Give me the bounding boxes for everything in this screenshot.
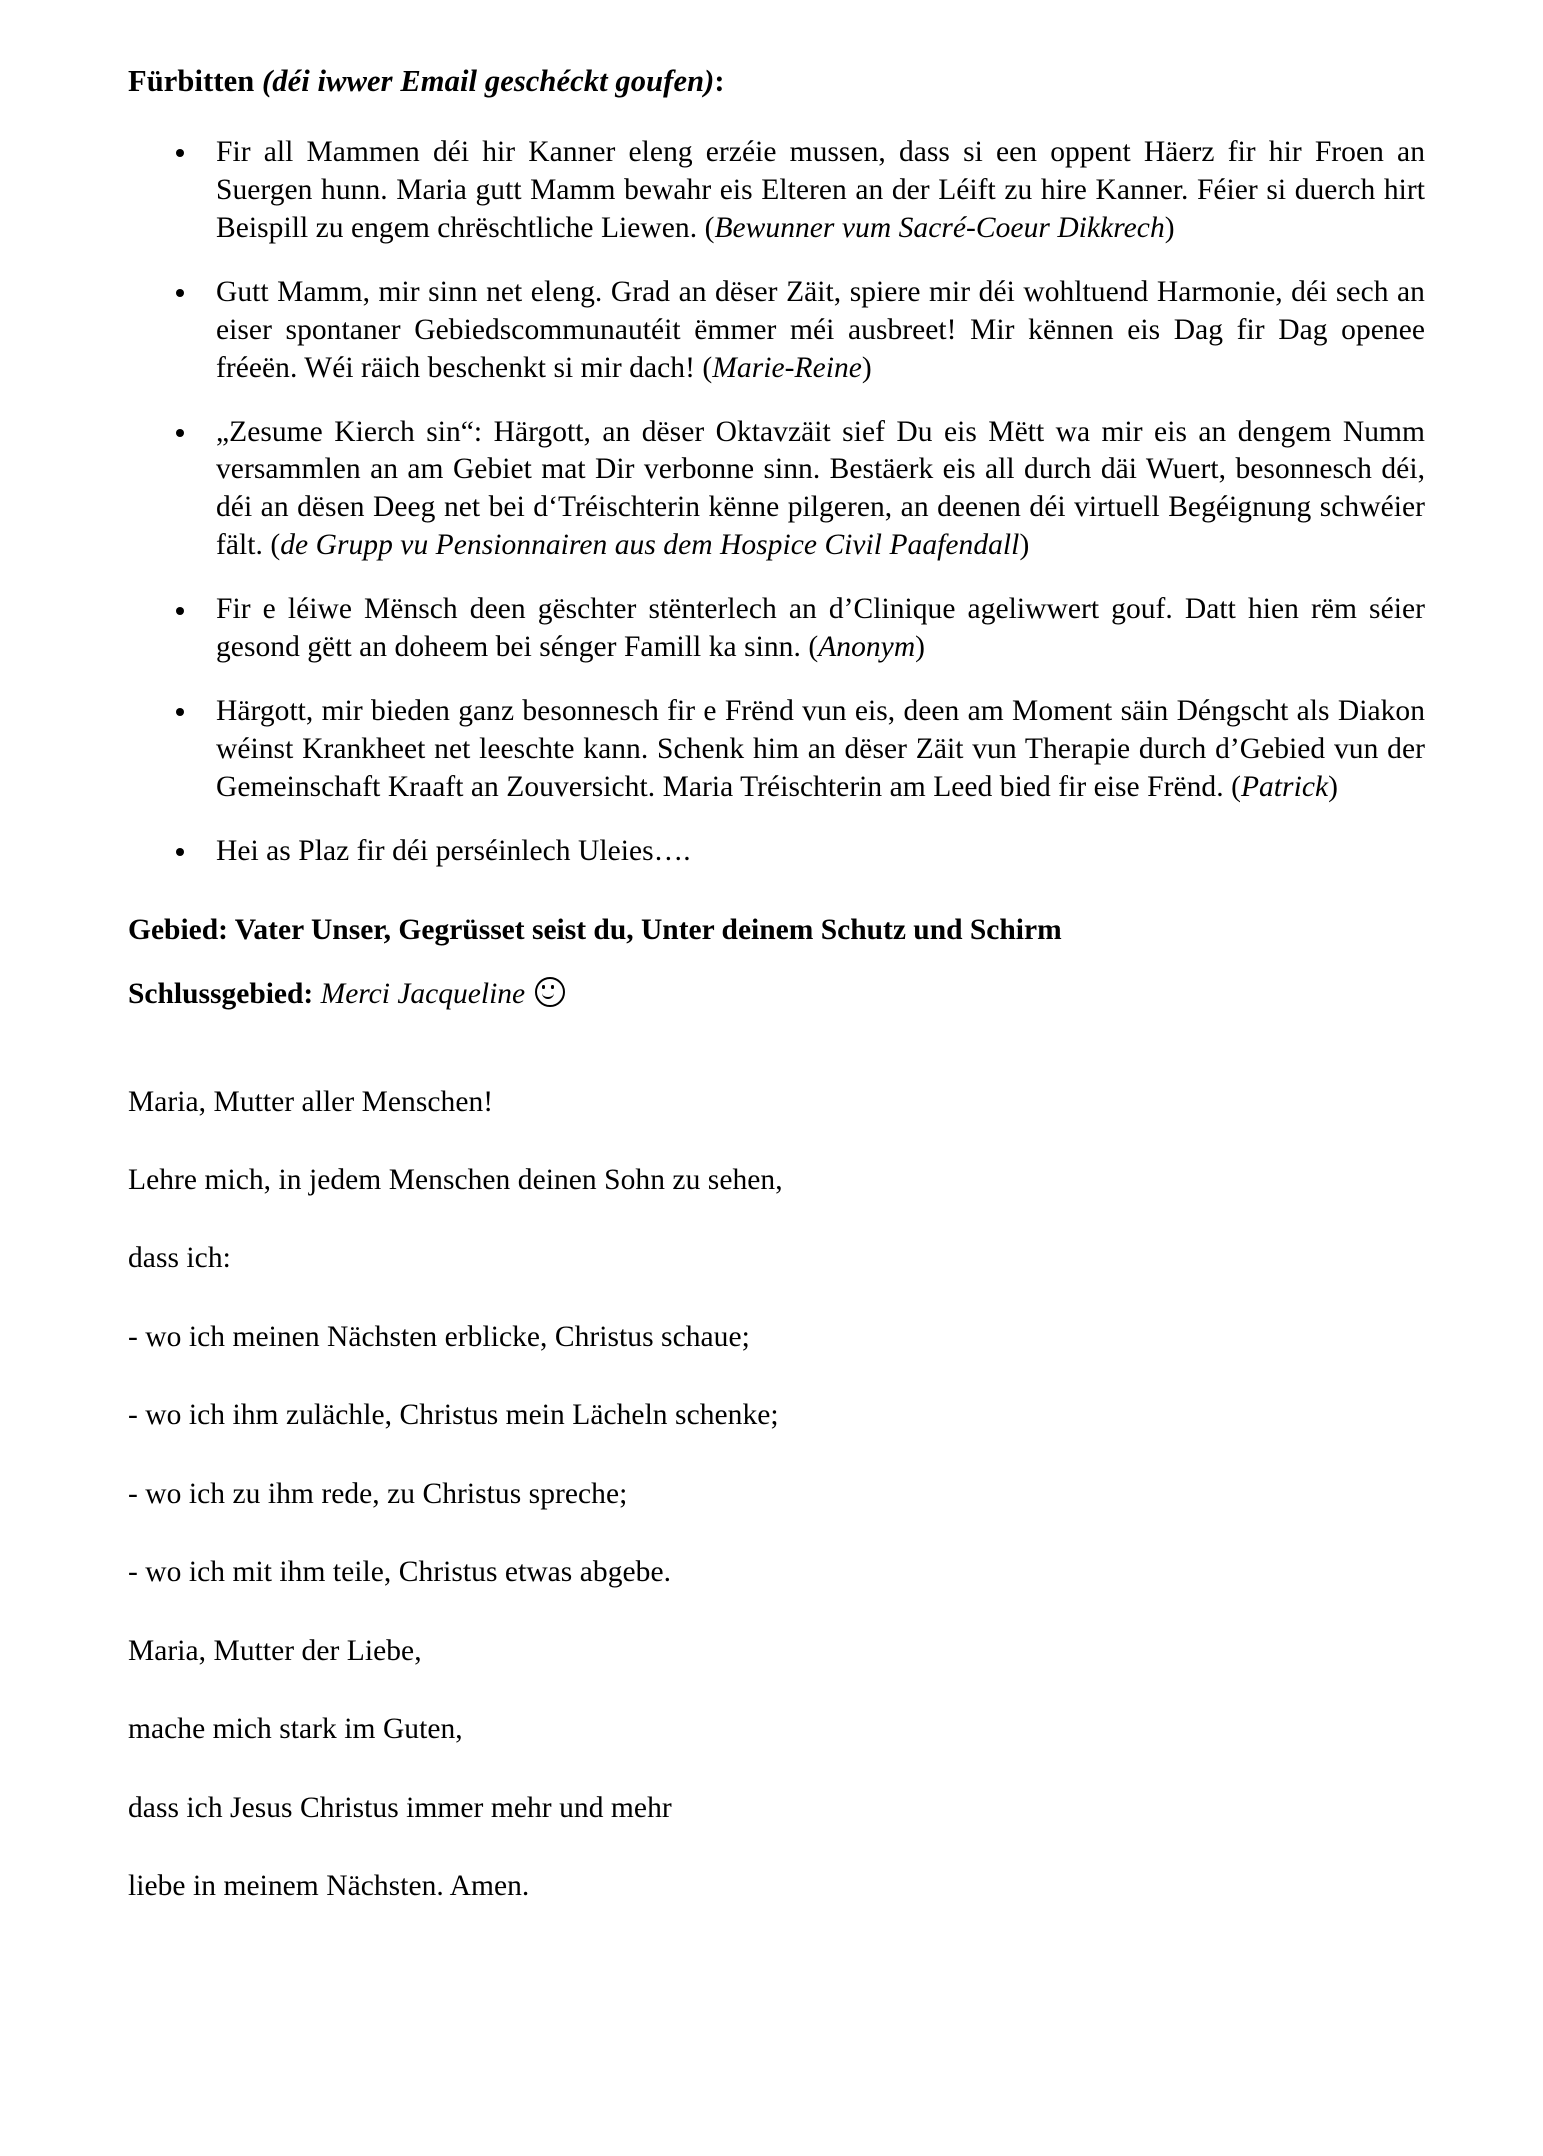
source-paren-open: (: [808, 631, 819, 664]
source-paren-close: ): [1328, 770, 1338, 803]
list-item-text: Hei as Plaz fir déi perséinlech Uleies….: [216, 834, 691, 867]
source-paren-open: (: [270, 529, 281, 562]
schlussgebied-label: Schlussgebied:: [128, 977, 314, 1010]
list-item: [128, 693, 1425, 807]
prayer-line: dass ich:: [128, 1242, 231, 1275]
list-item-source: Bewunner vum Sacré-Coeur Dikkrech: [714, 211, 1165, 244]
closing-block: [128, 911, 1425, 1014]
source-paren-open: (: [1231, 770, 1241, 803]
bullet-dot-icon: [176, 607, 184, 615]
final-prayer-text: [128, 1043, 1425, 1945]
list-item-source: de Grupp vu Pensionnairen aus dem Hospice Civil Paafendall: [280, 529, 1020, 562]
bullet-dot-icon: [176, 289, 184, 297]
prayer-line: - wo ich meinen Nächsten erblicke, Christus schaue;: [128, 1320, 750, 1353]
prayer-line: mache mich stark im Guten,: [128, 1713, 463, 1746]
gebied-label: Gebied: Vater Unser, Gegrüsset seist du, Unter deinem Schutz und Schirm: [128, 913, 1062, 946]
list-item-text: Gutt Mamm, mir sinn net eleng. Grad an dëser Zäit, spiere mir déi wohltuend Harmonie, déi sech an eiser spontaner Gebiedscommunautéit ëmmer méi ausbreet! Mir kënnen eis Dag fir Dag openee fréeën. Wéi räich beschenkt si mir dach!: [216, 275, 1425, 384]
page-title-italic: (déi iwwer Email geschéckt goufen): [262, 64, 715, 98]
prayer-line: dass ich Jesus Christus immer mehr und mehr: [128, 1791, 672, 1824]
prayer-line: liebe in meinem Nächsten. Amen.: [128, 1870, 530, 1903]
bullet-dot-icon: [176, 429, 184, 437]
prayer-line: Maria, Mutter der Liebe,: [128, 1634, 422, 1667]
bullet-dot-icon: [176, 149, 184, 157]
list-item: [128, 591, 1425, 667]
list-item-text: Fir e léiwe Mënsch deen gëschter stënterlech an d’Clinique ageliwwert gouf. Datt hien rëm séier gesond gëtt an doheem bei sénger Famill ka sinn.: [216, 593, 1425, 664]
list-item-text: Härgott, mir bieden ganz besonnesch fir e Frënd vun eis, deen am Moment säin Déngscht als Diakon wéinst Krankheet net leeschte kann. Schenk him an dëser Zäit vun Therapie durch d’Gebied vun der Gemeinschaft Kraaft an Zouversicht. Maria Tréischterin am Leed bied fir eise Frënd.: [216, 695, 1425, 803]
source-paren-close: ): [1019, 529, 1030, 562]
prayer-intentions-list: [128, 134, 1425, 871]
list-item: [128, 134, 1425, 248]
list-item: [128, 414, 1425, 566]
list-item-source: Patrick: [1240, 770, 1329, 803]
gebied-line: [128, 911, 1425, 949]
prayer-line: Lehre mich, in jedem Menschen deinen Sohn zu sehen,: [128, 1164, 783, 1197]
page-title-bold: Fürbitten: [128, 64, 255, 98]
source-paren-open: (: [704, 211, 715, 244]
schlussgebied-line: [128, 975, 1425, 1013]
prayer-line: - wo ich mit ihm teile, Christus etwas abgebe.: [128, 1556, 672, 1589]
list-item-source: Marie-Reine: [712, 351, 862, 384]
source-paren-close: ): [1164, 211, 1175, 244]
prayer-line: - wo ich zu ihm rede, zu Christus spreche;: [128, 1477, 628, 1510]
list-item: [128, 833, 1425, 871]
bullet-dot-icon: [176, 708, 184, 716]
source-paren-open: (: [702, 351, 713, 384]
prayer-line: - wo ich ihm zulächle, Christus mein Lächeln schenke;: [128, 1399, 779, 1432]
list-item-text: Fir all Mammen déi hir Kanner eleng erzéie mussen, dass si een oppent Häerz fir hir Froen an Suergen hunn. Maria gutt Mamm bewahr eis Elteren an der Léift zu hire Kanner. Féier si duerch hirt Beispill zu engem chrëschtliche Liewen.: [216, 136, 1425, 244]
schlussgebied-value: Merci Jacqueline: [320, 977, 526, 1010]
source-paren-close: ): [861, 351, 872, 384]
list-item-text: „Zesume Kierch sin“: Härgott, an dëser Oktavzäit sief Du eis Mëtt wa mir eis an dengem Numm versammlen an am Gebiet mat Dir verbonne sinn. Bestäerk eis all durch däi Wuert, besonnesch déi, déi an dësen Deeg net bei d‘Tréischterin kënne pilgeren, an deenen déi virtuell Begéignung schwéier fält.: [216, 415, 1425, 562]
source-paren-close: ): [915, 631, 926, 664]
page-title: [128, 62, 1425, 100]
list-item: [128, 274, 1425, 388]
smiley-face-icon: [535, 977, 565, 1007]
page-title-colon: :: [714, 64, 725, 98]
bullet-dot-icon: [176, 848, 184, 856]
list-item-source: Anonym: [818, 631, 916, 664]
prayer-line: Maria, Mutter aller Menschen!: [128, 1085, 494, 1118]
